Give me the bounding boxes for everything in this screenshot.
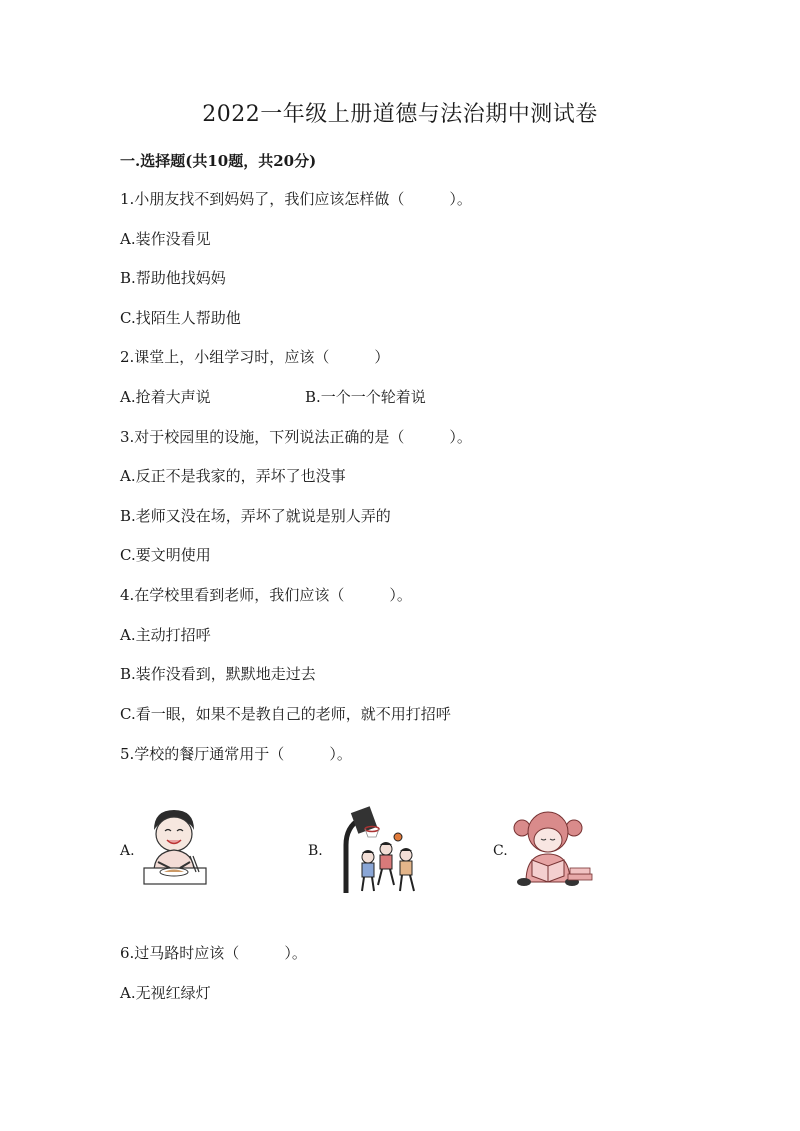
question-5-option-a-label: A. <box>120 843 135 859</box>
question-2-stem: 2.课堂上，小组学习时，应该（ ） <box>120 348 390 366</box>
question-5-stem: 5.学校的餐厅通常用于（ ）。 <box>120 745 352 763</box>
question-5-option-c-label: C. <box>493 843 508 859</box>
question-3-option-b: B.老师又没在场，弄坏了就说是别人弄的 <box>120 507 391 525</box>
question-3-option-c: C.要文明使用 <box>120 546 211 564</box>
question-3-option-a: A.反正不是我家的，弄坏了也没事 <box>120 467 346 485</box>
question-1-option-b: B.帮助他找妈妈 <box>120 269 226 287</box>
question-3-stem: 3.对于校园里的设施，下列说法正确的是（ ）。 <box>120 428 472 446</box>
question-6-option-a: A.无视红绿灯 <box>120 984 211 1002</box>
question-4-stem: 4.在学校里看到老师，我们应该（ ）。 <box>120 586 412 604</box>
question-4-option-a: A.主动打招呼 <box>120 626 211 644</box>
question-1-stem: 1.小朋友找不到妈妈了，我们应该怎样做（ ）。 <box>120 190 472 208</box>
question-1-option-a: A.装作没看见 <box>120 230 211 248</box>
question-6-stem: 6.过马路时应该（ ）。 <box>120 944 307 962</box>
question-2-option-b: B.一个一个轮着说 <box>305 388 426 406</box>
question-4-option-c: C.看一眼，如果不是教自己的老师，就不用打招呼 <box>120 705 451 723</box>
reading-girl-illustration <box>512 808 594 890</box>
question-5-option-b-label: B. <box>308 843 323 859</box>
basketball-kids-illustration <box>328 805 424 897</box>
eating-child-illustration <box>140 802 210 890</box>
question-2-option-a: A.抢着大声说 <box>120 388 211 406</box>
page-title: 2022一年级上册道德与法治期中测试卷 <box>202 102 598 127</box>
question-1-option-c: C.找陌生人帮助他 <box>120 309 241 327</box>
question-4-option-b: B.装作没看到，默默地走过去 <box>120 665 316 683</box>
section-heading: 一.选择题(共10题，共20分) <box>120 152 317 170</box>
